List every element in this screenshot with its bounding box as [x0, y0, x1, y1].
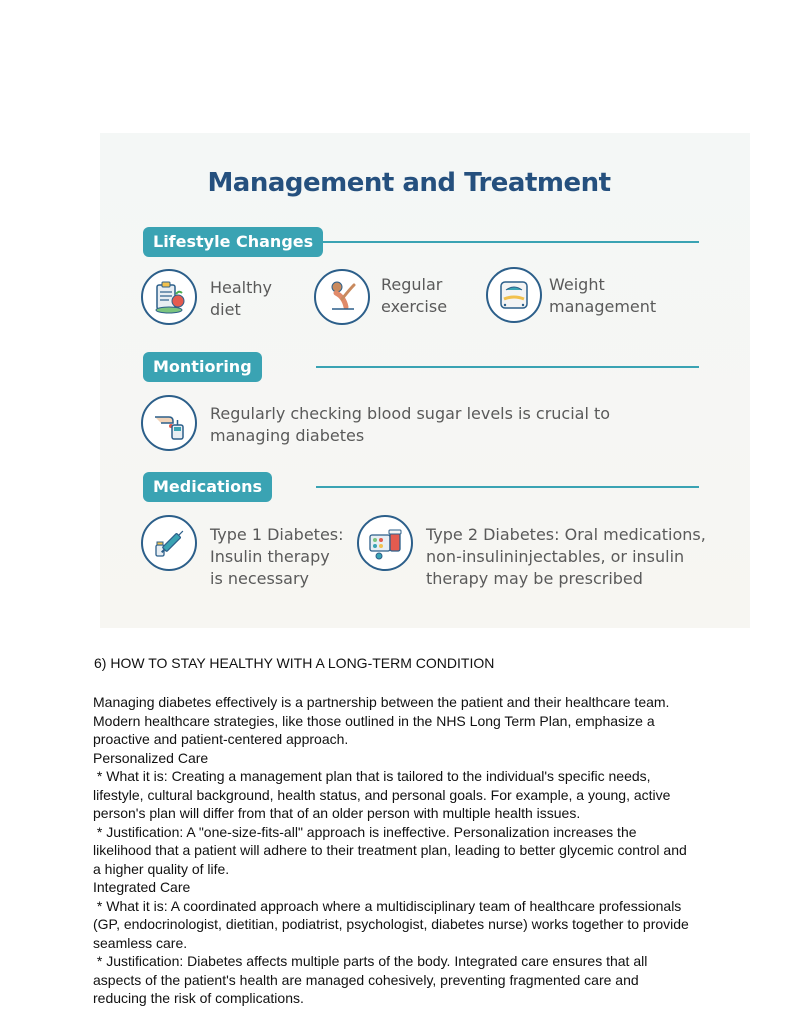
paragraph-line: * What it is: Creating a management plan that is tailored to the individual's specific needs,: [93, 768, 651, 784]
paragraph-line: seamless care.: [93, 934, 188, 951]
management-treatment-infographic: [100, 133, 750, 628]
type1-diabetes-text: [210, 524, 344, 590]
insulin-syringe-icon: [141, 515, 197, 571]
regular-exercise-text: [381, 274, 447, 318]
healthy-diet-line-2: diet: [210, 300, 241, 319]
healthy-diet-line-1: Healthy: [210, 278, 273, 297]
medications-section-header: [143, 472, 699, 502]
regular-exercise-line-1: Regular: [381, 275, 443, 294]
type1-line-3: is necessary: [210, 569, 310, 588]
monitoring-line-2: managing diabetes: [210, 426, 365, 445]
paragraph-line: * Justification: Diabetes affects multiple parts of the body. Integrated care ensures that all: [93, 953, 648, 969]
paragraph-line: lifestyle, cultural background, health status, and personal goals. For example, a young, active: [93, 786, 671, 803]
exercise-icon: [314, 269, 370, 325]
weight-scale-icon: [486, 267, 542, 323]
infographic-title: Management and Treatment: [207, 168, 611, 198]
type1-line-1: Type 1 Diabetes:: [210, 525, 344, 544]
paragraph-line: proactive and patient-centered approach.: [93, 731, 349, 747]
section-divider-line: [316, 366, 699, 368]
paragraph-line: likelihood that a patient will adhere to their treatment plan, leading to better glycemic control and: [93, 842, 687, 858]
section-divider-line: [316, 486, 699, 488]
paragraph-line: * What it is: A coordinated approach where a multidisciplinary team of healthcare professionals: [93, 897, 682, 914]
monitoring-section-label: Montioring: [143, 352, 262, 382]
medications-section-label: Medications: [143, 472, 272, 502]
paragraph-line: reducing the risk of complications.: [93, 990, 304, 1006]
paragraph-line: a higher quality of life.: [93, 860, 230, 877]
document-body: [93, 693, 733, 1008]
type2-line-2: non-insulininjectables, or insulin: [426, 547, 685, 566]
paragraph-line: (GP, endocrinologist, dietitian, podiatrist, psychologist, diabetes nurse) works together to provide: [93, 916, 689, 932]
section-divider-line: [315, 241, 699, 243]
healthy-diet-text: [210, 277, 272, 321]
subheading-personalized-care: Personalized Care: [93, 749, 209, 766]
paragraph-line: Modern healthcare strategies, like those outlined in the NHS Long Term Plan, emphasize a: [93, 712, 655, 729]
lifestyle-section-label: Lifestyle Changes: [143, 227, 323, 257]
pills-icon: [357, 515, 413, 571]
weight-management-line-2: management: [549, 297, 657, 316]
weight-management-text: [549, 274, 656, 318]
monitoring-line-1: Regularly checking blood sugar levels is crucial to: [210, 404, 611, 423]
type1-line-2: Insulin therapy: [210, 547, 330, 566]
subheading-integrated-care: Integrated Care: [93, 879, 191, 895]
monitoring-section-header: [143, 352, 699, 382]
weight-management-line-1: Weight: [549, 275, 605, 294]
lifestyle-section-header: [143, 227, 699, 257]
paragraph-line: * Justification: A "one-size-fits-all" approach is ineffective. Personalization increases the: [93, 823, 637, 840]
type2-line-1: Type 2 Diabetes: Oral medications,: [426, 525, 706, 544]
glucose-meter-icon: [141, 395, 197, 451]
monitoring-text: [210, 403, 610, 447]
type2-line-3: therapy may be prescribed: [426, 569, 643, 588]
healthy-diet-icon: [141, 269, 197, 325]
section-heading: 6) HOW TO STAY HEALTHY WITH A LONG-TERM CONDITION: [94, 655, 495, 671]
paragraph-line: Managing diabetes effectively is a partnership between the patient and their healthcare team.: [93, 694, 670, 710]
regular-exercise-line-2: exercise: [381, 297, 448, 316]
paragraph-line: person's plan will differ from that of an older person with multiple health issues.: [93, 805, 581, 821]
type2-diabetes-text: [426, 524, 706, 590]
paragraph-line: aspects of the patient's health are managed cohesively, preventing fragmented care and: [93, 971, 639, 988]
